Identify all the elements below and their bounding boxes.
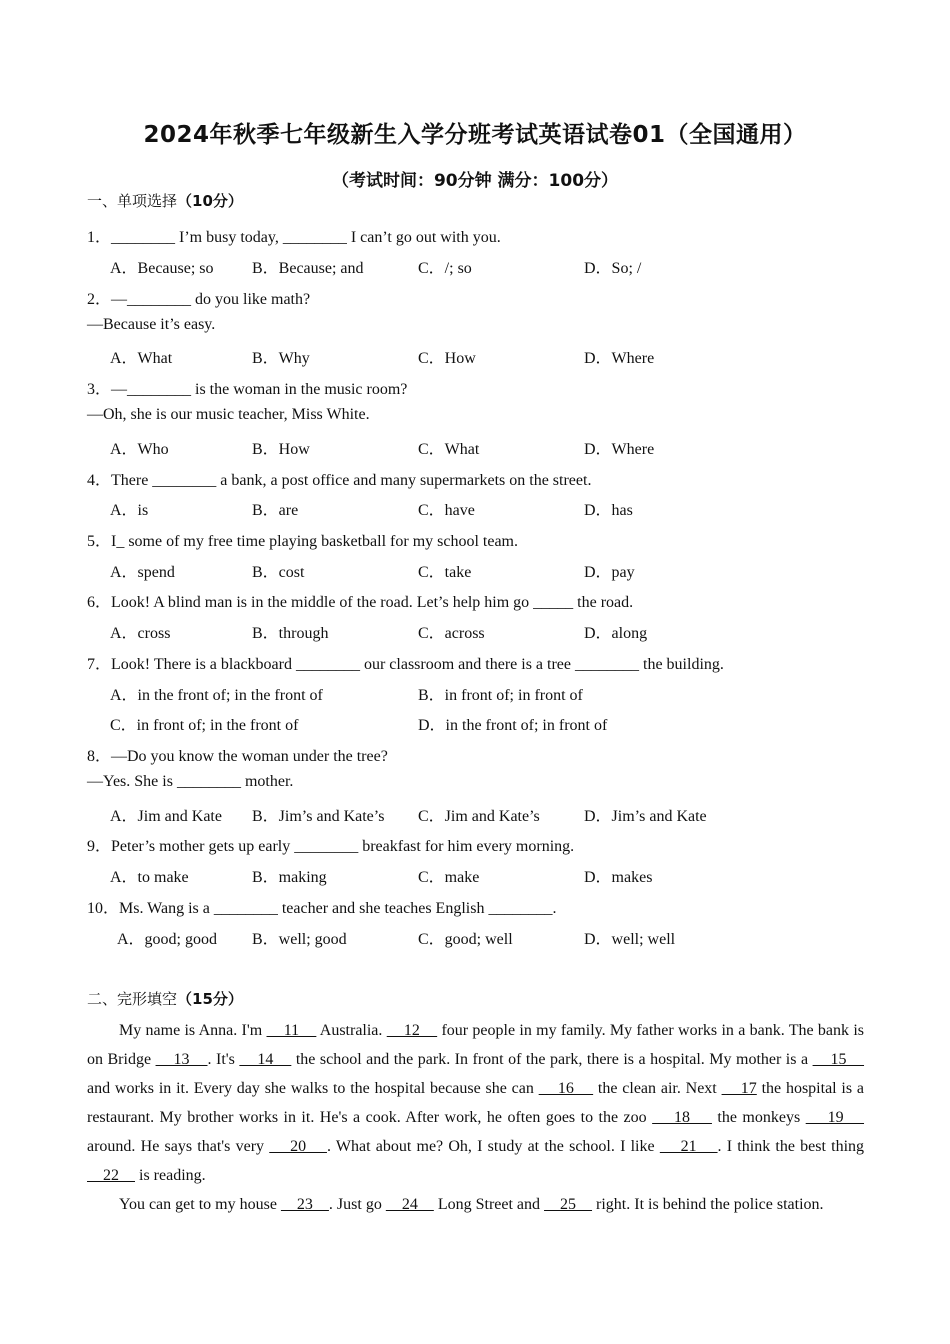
section-1-label: 一、单项选择 bbox=[87, 192, 178, 210]
cloze-text: . What about me? Oh, I study at the school. I like bbox=[326, 1138, 660, 1155]
cloze-text: right. It is behind the police station. bbox=[592, 1196, 824, 1213]
question-7-stem: 7．Look! There is a blackboard ________ our classroom and there is a tree ________ the building. bbox=[87, 656, 724, 673]
question-2-stem: 2．—________ do you like math? bbox=[87, 291, 311, 308]
question-3-options bbox=[0, 436, 950, 460]
option-b: B．in front of; in front of bbox=[418, 687, 583, 704]
option-d: D．along bbox=[584, 625, 648, 642]
option-a: A．What bbox=[110, 350, 173, 367]
option-a: A．is bbox=[110, 502, 149, 519]
cloze-text: . I think the best thing bbox=[717, 1138, 865, 1155]
option-d: D．has bbox=[584, 502, 633, 519]
cloze-blank-22: 22 bbox=[87, 1167, 135, 1184]
option-a: A．good; good bbox=[117, 931, 218, 948]
option-d: D．Where bbox=[584, 350, 655, 367]
cloze-paragraph-1 bbox=[87, 1016, 864, 1190]
option-a: A．Because; so bbox=[110, 260, 214, 277]
option-c: C．make bbox=[418, 869, 480, 886]
question-1-options bbox=[0, 255, 950, 279]
cloze-blank-14: 14 bbox=[239, 1051, 292, 1068]
option-c: C．What bbox=[418, 441, 480, 458]
option-b: B．through bbox=[252, 625, 329, 642]
cloze-blank-20: 20 bbox=[269, 1138, 327, 1155]
option-a: A．spend bbox=[110, 564, 175, 581]
cloze-blank-17: 17 bbox=[721, 1080, 757, 1097]
option-d: D．pay bbox=[584, 564, 635, 581]
section-1-score: （10分） bbox=[177, 192, 243, 210]
question-3-stem: 3．—________ is the woman in the music room? bbox=[87, 381, 408, 398]
question-8-answer-line: —Yes. She is ________ mother. bbox=[87, 773, 294, 790]
cloze-text: . It's bbox=[207, 1051, 240, 1068]
cloze-text: Long Street and bbox=[433, 1196, 545, 1213]
option-d: D．So; / bbox=[584, 260, 642, 277]
cloze-paragraph-2 bbox=[87, 1190, 864, 1219]
section-1-heading bbox=[87, 190, 243, 211]
question-7-options-row-2 bbox=[0, 712, 950, 736]
question-6-options bbox=[0, 620, 950, 644]
question-9-options bbox=[0, 864, 950, 888]
cloze-text: You can get to my house bbox=[119, 1196, 281, 1213]
section-2-heading bbox=[87, 988, 243, 1009]
cloze-text: Australia. bbox=[316, 1022, 387, 1039]
cloze-text: the school and the park. In front of the park, there is a hospital. My mother is a bbox=[291, 1051, 813, 1068]
option-c: C．/; so bbox=[418, 260, 472, 277]
exam-title: 2024年秋季七年级新生入学分班考试英语试卷01（全国通用） bbox=[143, 122, 807, 148]
question-2-options bbox=[0, 345, 950, 369]
option-c: C．How bbox=[418, 350, 476, 367]
option-d: D．Jim’s and Kate bbox=[584, 808, 707, 825]
cloze-blank-13: 13 bbox=[155, 1051, 208, 1068]
cloze-blank-19: 19 bbox=[805, 1109, 865, 1126]
option-c: C．take bbox=[418, 564, 472, 581]
option-d: D．in the front of; in front of bbox=[418, 717, 608, 734]
option-c: C．have bbox=[418, 502, 475, 519]
option-a: A．in the front of; in the front of bbox=[110, 687, 323, 704]
cloze-blank-15: 15 bbox=[812, 1051, 865, 1068]
exam-subtitle: （考试时间：90分钟 满分：100分） bbox=[331, 171, 619, 191]
option-a: A．to make bbox=[110, 869, 189, 886]
cloze-blank-21: 21 bbox=[659, 1138, 718, 1155]
cloze-blank-12: 12 bbox=[386, 1022, 438, 1039]
question-8-stem: 8．—Do you know the woman under the tree? bbox=[87, 748, 388, 765]
cloze-blank-16: 16 bbox=[538, 1080, 594, 1097]
question-4-options bbox=[0, 497, 950, 521]
question-10-options bbox=[0, 926, 950, 950]
question-5-stem: 5．I_ some of my free time playing basketball for my school team. bbox=[87, 533, 519, 550]
option-b: B．Because; and bbox=[252, 260, 364, 277]
option-b: B．well; good bbox=[252, 931, 347, 948]
option-c: C．in front of; in the front of bbox=[110, 717, 299, 734]
cloze-text: four people in my family. My father works in a bank. The bank is on Bridge bbox=[87, 1022, 864, 1068]
option-a: A．Jim and Kate bbox=[110, 808, 222, 825]
question-3-answer-line: —Oh, she is our music teacher, Miss White. bbox=[87, 406, 370, 423]
cloze-text: the monkeys bbox=[711, 1109, 806, 1126]
cloze-blank-25: 25 bbox=[544, 1196, 593, 1213]
option-b: B．making bbox=[252, 869, 327, 886]
cloze-text: . Just go bbox=[328, 1196, 386, 1213]
section-2-label: 二、完形填空 bbox=[87, 990, 178, 1008]
cloze-text: is reading. bbox=[135, 1167, 206, 1184]
cloze-text: My name is Anna. I'm bbox=[119, 1022, 267, 1039]
cloze-text: the hospital is a restaurant. My brother works in it. He's a cook. After work, he often goes to the zoo bbox=[87, 1080, 865, 1126]
question-2-answer-line: —Because it’s easy. bbox=[87, 316, 216, 333]
cloze-blank-11: 11 bbox=[266, 1022, 317, 1039]
section-2-score: （15分） bbox=[177, 990, 243, 1008]
question-5-options bbox=[0, 559, 950, 583]
cloze-blank-18: 18 bbox=[652, 1109, 712, 1126]
option-a: A．Who bbox=[110, 441, 169, 458]
option-c: C．Jim and Kate’s bbox=[418, 808, 540, 825]
question-10-stem: 10．Ms. Wang is a ________ teacher and she teaches English ________. bbox=[87, 900, 557, 917]
option-b: B．are bbox=[252, 502, 299, 519]
option-b: B．How bbox=[252, 441, 310, 458]
option-d: D．Where bbox=[584, 441, 655, 458]
question-4-stem: 4．There ________ a bank, a post office and many supermarkets on the street. bbox=[87, 472, 592, 489]
option-d: D．makes bbox=[584, 869, 653, 886]
option-b: B．cost bbox=[252, 564, 305, 581]
option-a: A．cross bbox=[110, 625, 171, 642]
question-7-options-row-1 bbox=[0, 682, 950, 706]
cloze-text: around. He says that's very bbox=[87, 1138, 270, 1155]
question-1-stem: 1．________ I’m busy today, ________ I can’t go out with you. bbox=[87, 229, 501, 246]
cloze-text: the clean air. Next bbox=[593, 1080, 722, 1097]
question-8-options bbox=[0, 803, 950, 827]
option-b: B．Why bbox=[252, 350, 310, 367]
question-6-stem: 6．Look! A blind man is in the middle of the road. Let’s help him go _____ the road. bbox=[87, 594, 634, 611]
cloze-blank-23: 23 bbox=[280, 1196, 329, 1213]
cloze-blank-24: 24 bbox=[385, 1196, 434, 1213]
option-d: D．well; well bbox=[584, 931, 676, 948]
option-c: C．good; well bbox=[418, 931, 513, 948]
question-9-stem: 9．Peter’s mother gets up early ________ breakfast for him every morning. bbox=[87, 838, 575, 855]
cloze-text: and works in it. Every day she walks to the hospital because she can bbox=[87, 1080, 539, 1097]
option-b: B．Jim’s and Kate’s bbox=[252, 808, 385, 825]
option-c: C．across bbox=[418, 625, 485, 642]
